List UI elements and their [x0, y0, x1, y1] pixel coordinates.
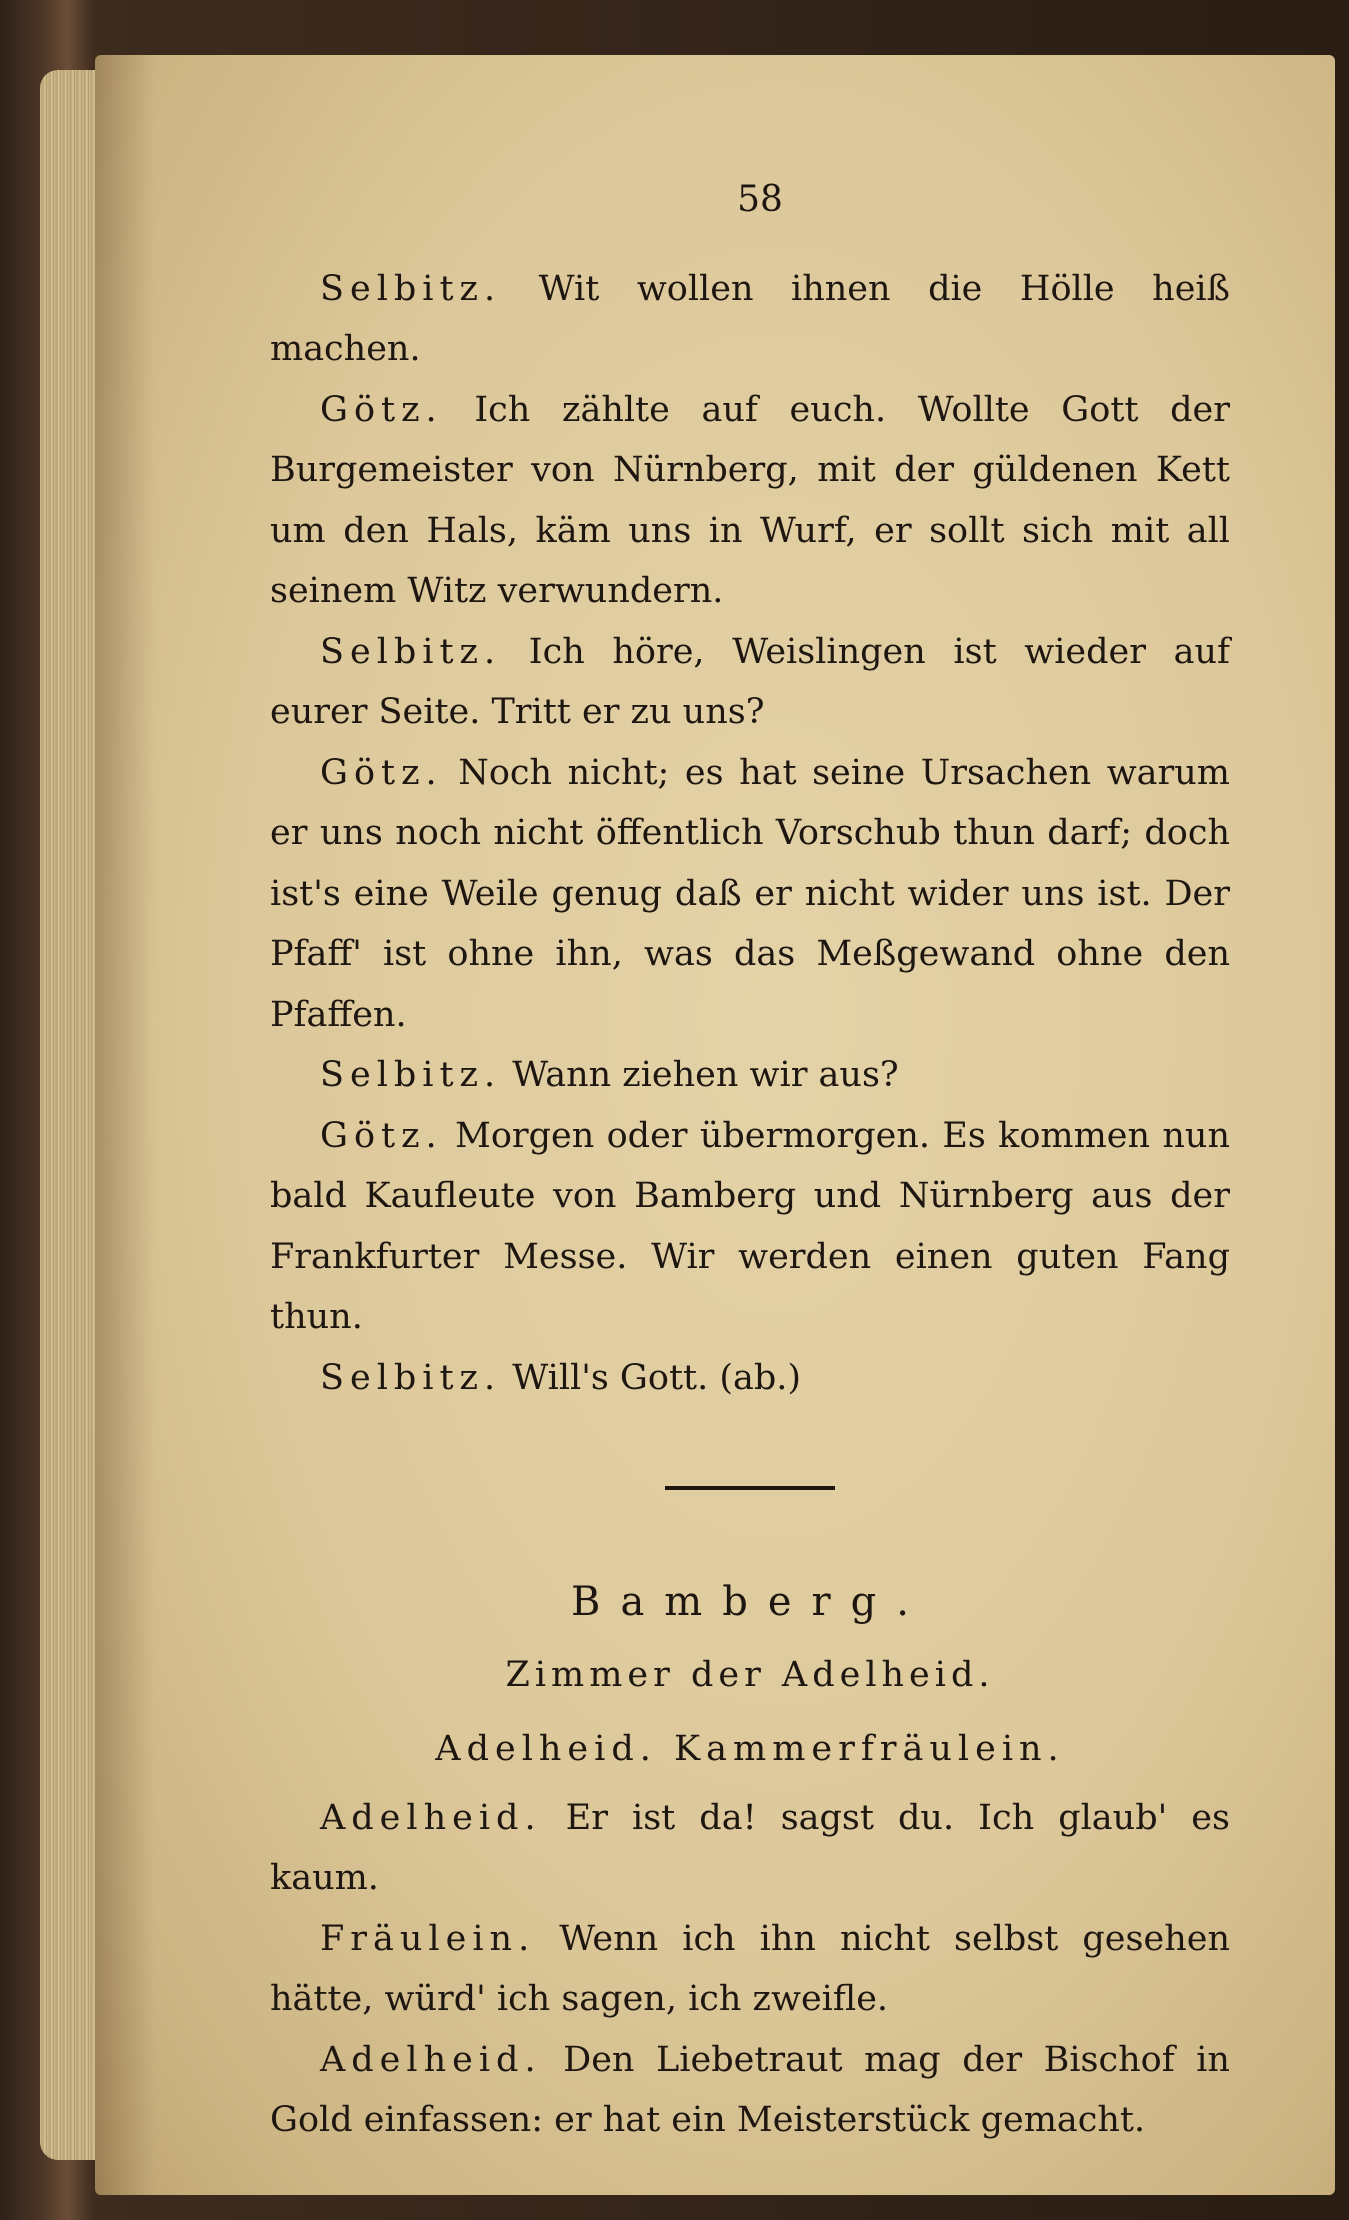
speaker: Fräulein. — [320, 1918, 536, 1959]
speaker: Selbitz. — [320, 1055, 502, 1095]
scene-heading: Bamberg. — [571, 1579, 929, 1625]
speech: Er ist da! sagst du. Ich glaub' es kaum. — [270, 1797, 1230, 1898]
speaker: Adelheid. — [320, 1797, 542, 1838]
dialogue-line — [270, 1106, 1230, 1348]
speech: Wann ziehen wir aus? — [512, 1055, 899, 1095]
scene-location: Zimmer der Adelheid. — [505, 1654, 995, 1695]
speech: Ich zählte auf euch. Wollte Gott der Burgemeister von Nürnberg, mit der güldenen Kett um den Hals, käm uns in Wurf, er sollt sich mit all seinem Witz verwundern. — [270, 389, 1230, 611]
speech: Den Liebetraut mag der Bischof in Gold einfassen: er hat ein Meisterstück gemacht. — [270, 2039, 1230, 2140]
dialogue-line — [270, 1909, 1230, 2030]
speech: Will's Gott. (ab.) — [512, 1357, 802, 1398]
dialogue-line — [270, 1348, 1230, 1409]
dialogue-line — [270, 622, 1230, 743]
dialogue-line — [270, 1788, 1230, 1909]
dialogue-line — [270, 2030, 1230, 2151]
page-number: 58 — [737, 179, 783, 220]
speech: Morgen oder übermorgen. Es kommen nun bald Kaufleute von Bamberg und Nürnberg aus der Frankfurter Messe. Wir werden einen guten Fang thun. — [270, 1115, 1230, 1337]
speaker: Götz. — [320, 1115, 443, 1156]
section-divider — [665, 1486, 835, 1490]
speaker: Götz. — [320, 752, 443, 793]
scene-characters: Adelheid. Kammerfräulein. — [435, 1729, 1065, 1769]
page-text — [270, 170, 1230, 2151]
dialogue-line — [270, 743, 1230, 1046]
dialogue-line — [270, 380, 1230, 622]
page-gutter-shadow — [95, 55, 155, 2195]
speaker: Götz. — [320, 389, 443, 430]
speaker: Selbitz. — [320, 631, 502, 672]
speech: Wit wollen ihnen die Hölle heiß machen. — [270, 268, 1230, 369]
speech: Noch nicht; es hat seine Ursachen warum er uns noch nicht öffentlich Vorschub thun darf; doch ist's eine Weile genug daß er nicht wider uns ist. Der Pfaff' ist ohne ihn, was das Meßgewand ohne den Pfaffen. — [270, 752, 1230, 1035]
dialogue-line — [270, 259, 1230, 380]
speaker: Selbitz. — [320, 268, 502, 309]
speech: Wenn ich ihn nicht selbst gesehen hätte, würd' ich sagen, ich zweifle. — [270, 1918, 1230, 2019]
speaker: Selbitz. — [320, 1357, 502, 1398]
speaker: Adelheid. — [320, 2039, 542, 2080]
dialogue-line — [270, 1045, 1230, 1106]
speech: Ich höre, Weislingen ist wieder auf eurer Seite. Tritt er zu uns? — [270, 631, 1230, 732]
